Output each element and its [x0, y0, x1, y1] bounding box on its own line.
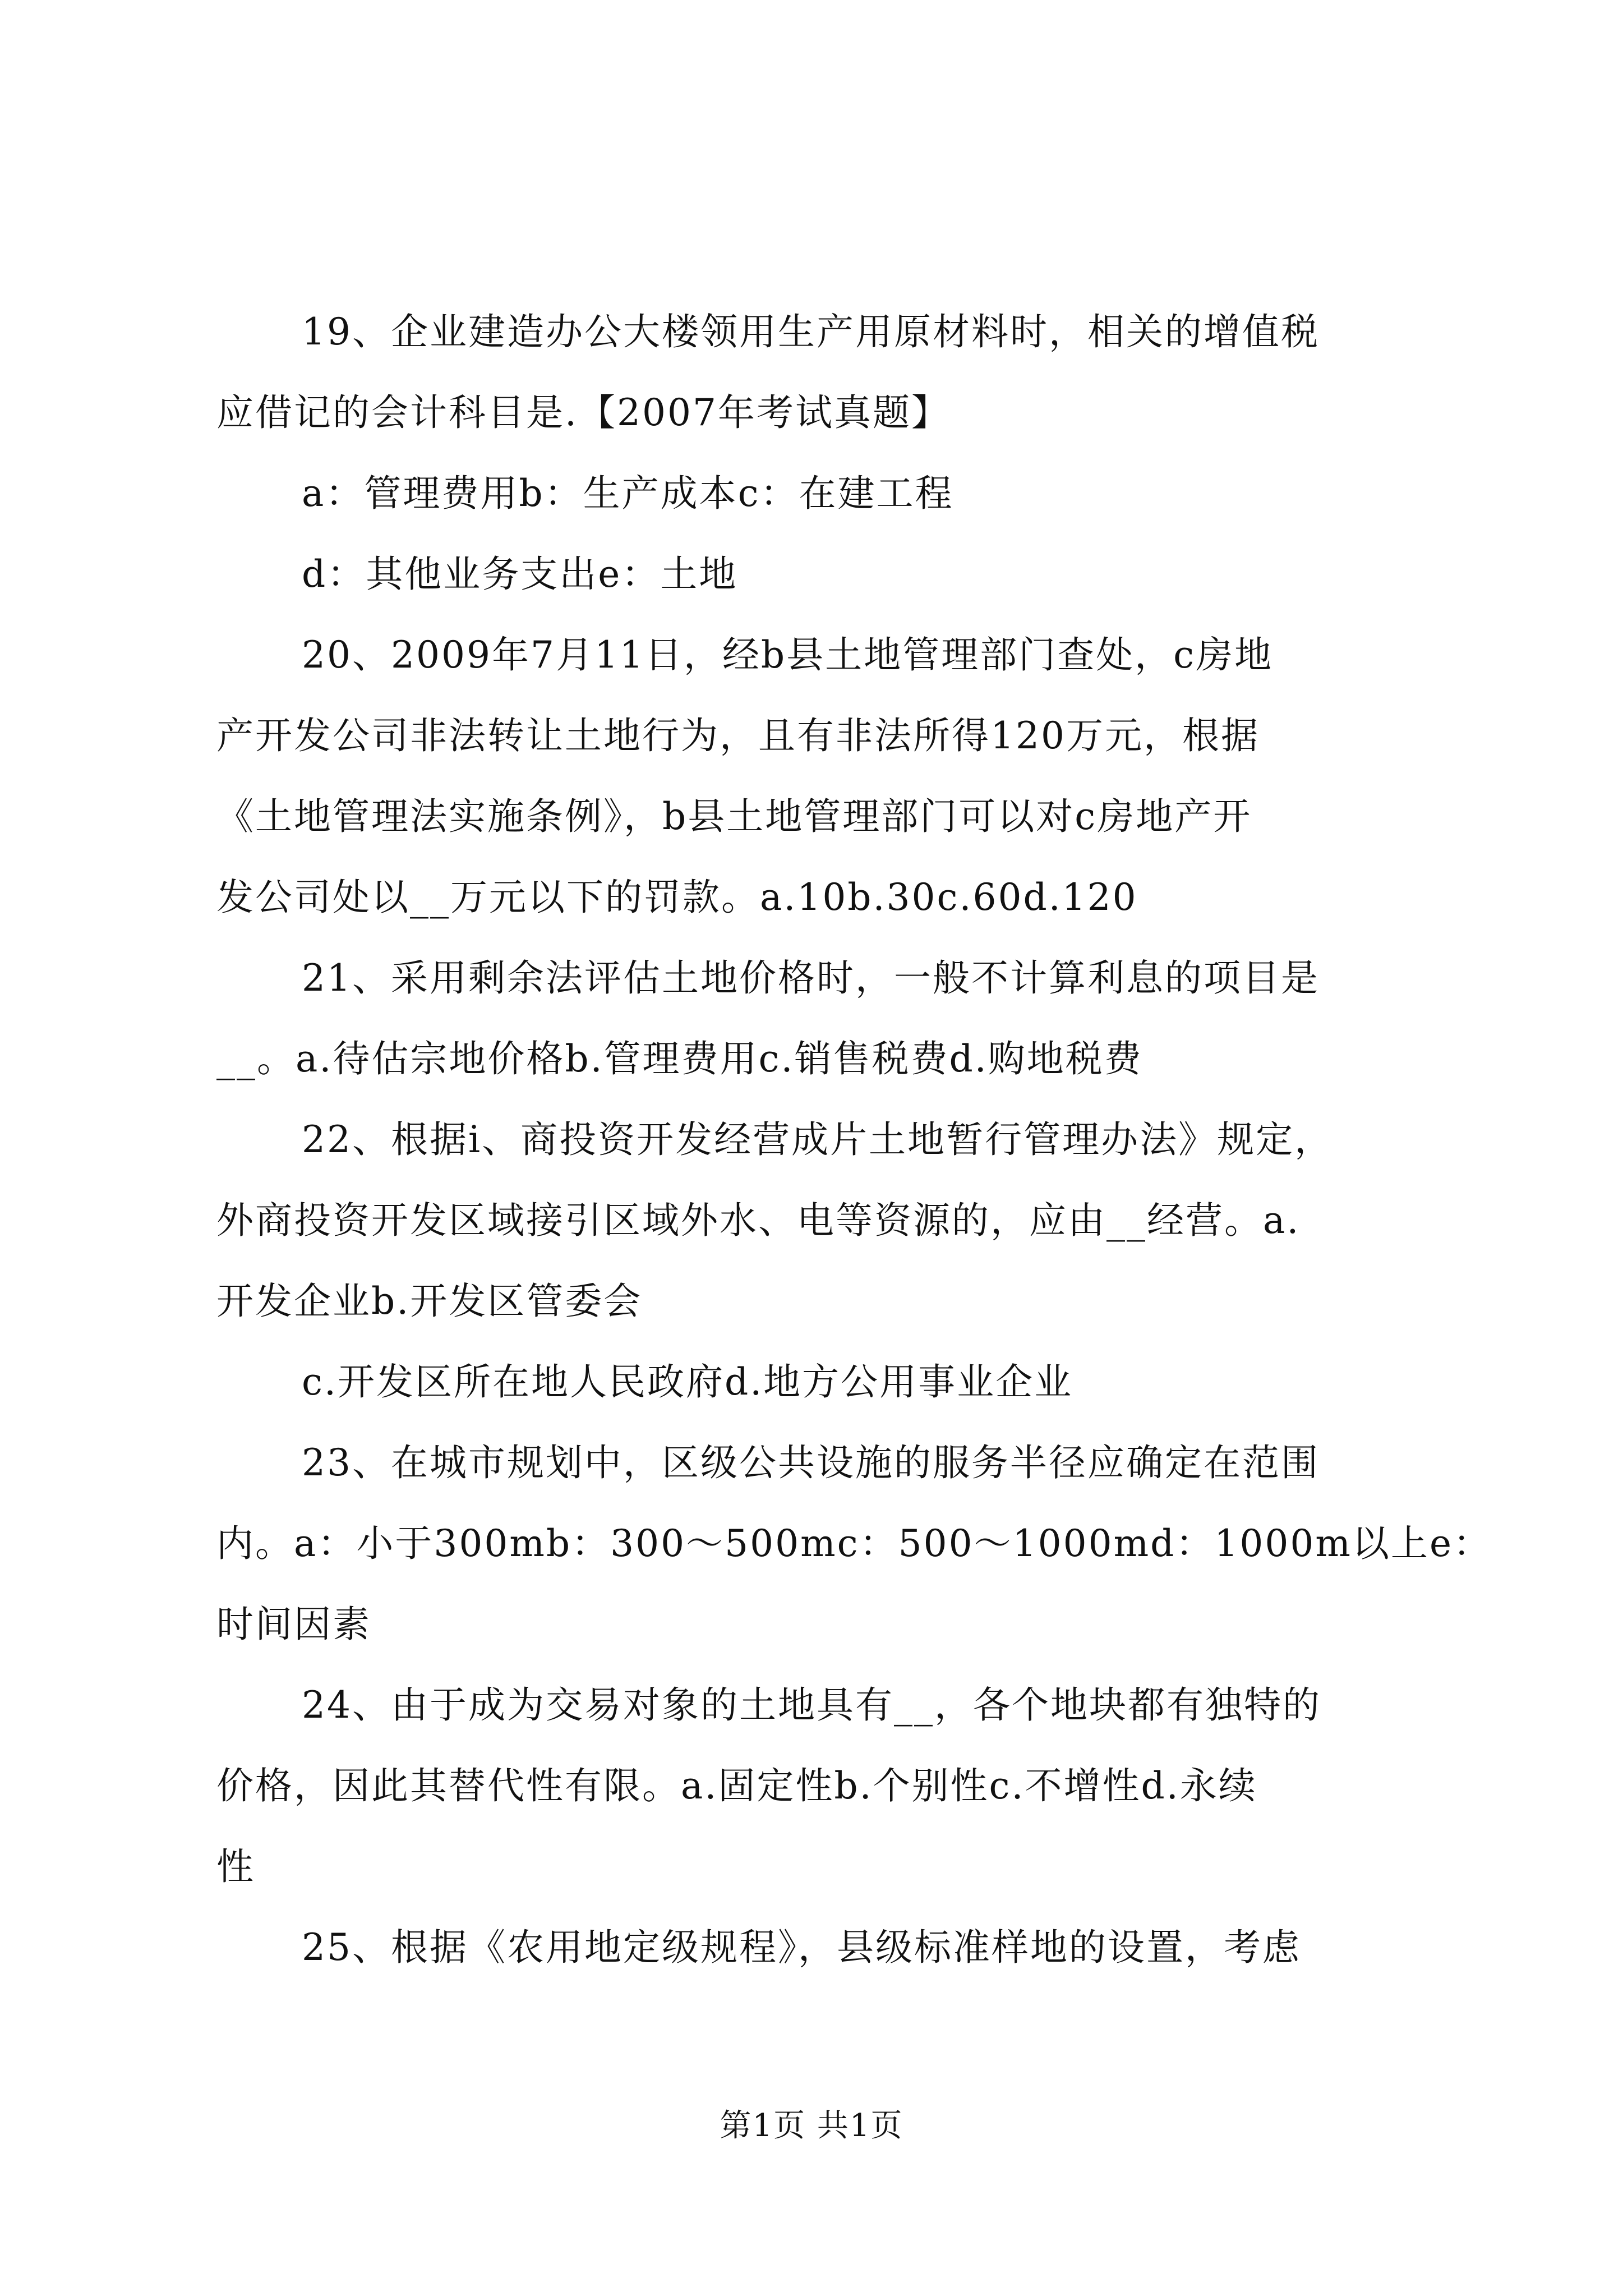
q23-line-3: 时间因素 [216, 1603, 371, 1646]
q20-line-4: 发公司处以__万元以下的罚款。a.10b.30c.60d.120 [216, 876, 1138, 919]
q23-line-2: 内。a：小于300mb：300～500mc：500～1000md：1000m以上e： [216, 1522, 1492, 1565]
q20-line-3: 《土地管理法实施条例》，b县土地管理部门可以对c房地产开 [216, 795, 1252, 838]
q23-line-1: 23、在城市规划中，区级公共设施的服务半径应确定在范围 [302, 1441, 1320, 1484]
q20-line-2: 产开发公司非法转让土地行为，且有非法所得120万元，根据 [216, 714, 1260, 757]
q21-line-2: __。a.待估宗地价格b.管理费用c.销售税费d.购地税费 [216, 1037, 1143, 1080]
q24-line-3: 性 [216, 1845, 255, 1888]
q22-line-1: 22、根据i、商投资开发经营成片土地暂行管理办法》规定， [302, 1118, 1334, 1161]
document-body [216, 292, 1492, 1988]
q25-line-1: 25、根据《农用地定级规程》，县级标准样地的设置，考虑 [302, 1926, 1301, 1969]
q22-line-4: c.开发区所在地人民政府d.地方公用事业企业 [302, 1360, 1073, 1404]
q19-line-1: 19、企业建造办公大楼领用生产用原材料时，相关的增值税 [302, 310, 1320, 353]
q21-line-1: 21、采用剩余法评估土地价格时，一般不计算利息的项目是 [302, 956, 1320, 1000]
q24-line-2: 价格，因此其替代性有限。a.固定性b.个别性c.不增性d.永续 [216, 1764, 1257, 1807]
q24-line-1: 24、由于成为交易对象的土地具有__，各个地块都有独特的 [302, 1683, 1321, 1727]
page-footer: 第1页 共1页 [720, 2108, 903, 2144]
q19-line-2: 应借记的会计科目是.【2007年考试真题】 [216, 391, 950, 434]
q22-line-2: 外商投资开发区域接引区域外水、电等资源的，应由__经营。a. [216, 1199, 1301, 1242]
q20-line-1: 20、2009年7月11日，经b县土地管理部门查处，c房地 [302, 633, 1274, 677]
q22-line-3: 开发企业b.开发区管委会 [216, 1280, 643, 1323]
q19-options-2: d：其他业务支出e：土地 [302, 553, 738, 596]
q19-options-1: a：管理费用b：生产成本c：在建工程 [302, 472, 954, 515]
